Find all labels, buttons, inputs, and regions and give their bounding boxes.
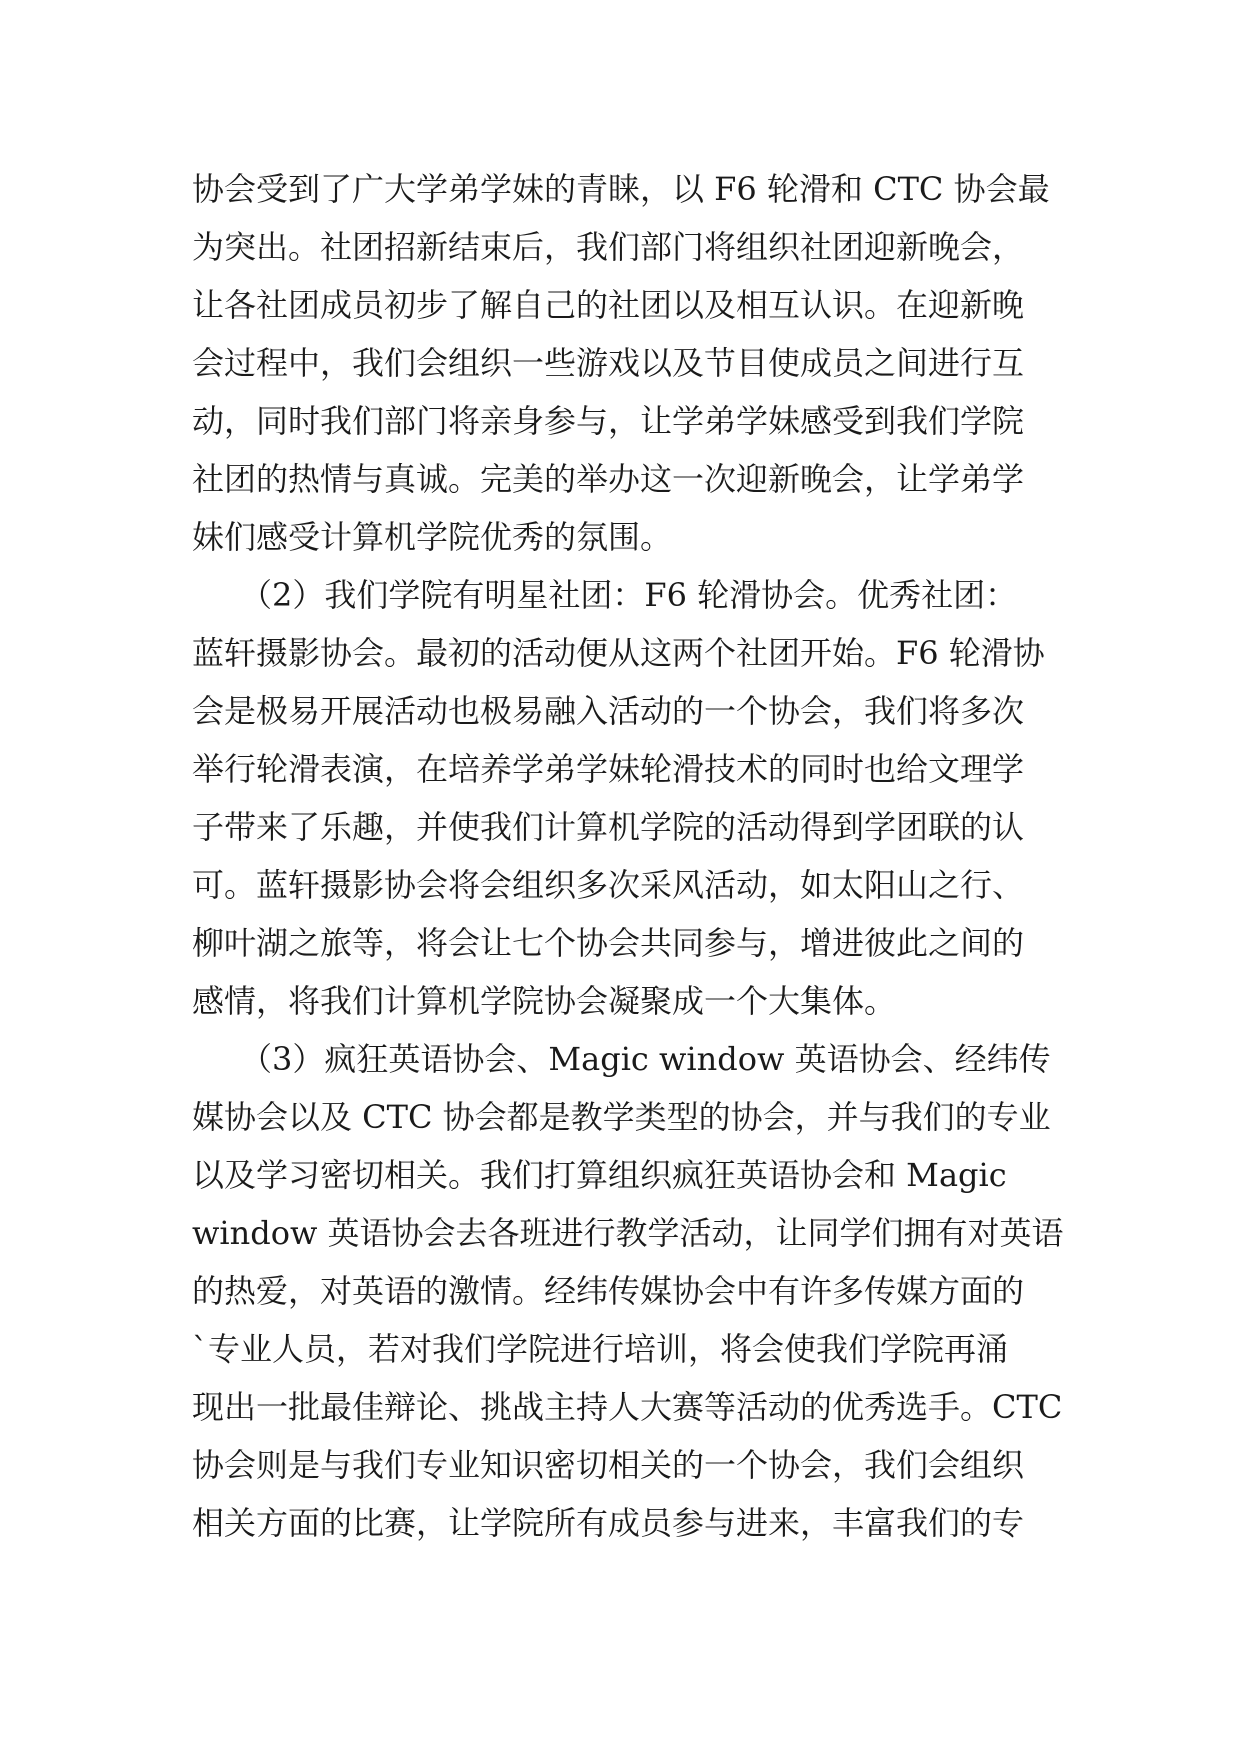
text-line-4: 会过程中，我们会组织一些游戏以及节目使成员之间进行互 (192, 344, 1025, 382)
text-line-20: 的热爱，对英语的激情。经纬传媒协会中有许多传媒方面的 (192, 1272, 1025, 1310)
text-line-18: 以及学习密切相关。我们打算组织疯狂英语协会和 Magic (192, 1156, 1007, 1194)
text-line-21: `专业人员，若对我们学院进行培训，将会使我们学院再涌 (192, 1330, 1009, 1368)
text-line-5: 动，同时我们部门将亲身参与，让学弟学妹感受到我们学院 (192, 402, 1025, 440)
text-line-15: 感情，将我们计算机学院协会凝聚成一个大集体。 (192, 982, 897, 1020)
text-line-11: 举行轮滑表演，在培养学弟学妹轮滑技术的同时也给文理学 (192, 750, 1025, 788)
text-line-22: 现出一批最佳辩论、挑战主持人大赛等活动的优秀选手。CTC (192, 1388, 1063, 1426)
text-line-24: 相关方面的比赛，让学院所有成员参与进来，丰富我们的专 (192, 1504, 1025, 1542)
text-line-2: 为突出。社团招新结束后，我们部门将组织社团迎新晚会， (192, 228, 1025, 266)
text-line-23: 协会则是与我们专业知识密切相关的一个协会，我们会组织 (192, 1446, 1025, 1484)
text-line-16: （3）疯狂英语协会、Magic window 英语协会、经纬传 (192, 1040, 1051, 1078)
text-line-19: window 英语协会去各班进行教学活动，让同学们拥有对英语 (192, 1214, 1064, 1252)
text-line-1: 协会受到了广大学弟学妹的青睐，以 F6 轮滑和 CTC 协会最 (192, 170, 1050, 208)
text-line-6: 社团的热情与真诚。完美的举办这一次迎新晚会，让学弟学 (192, 460, 1025, 498)
text-line-13: 可。蓝轩摄影协会将会组织多次采风活动，如太阳山之行、 (192, 866, 1025, 904)
text-line-9: 蓝轩摄影协会。最初的活动便从这两个社团开始。F6 轮滑协 (192, 634, 1045, 672)
text-line-8: （2）我们学院有明星社团：F6 轮滑协会。优秀社团： (192, 576, 1018, 614)
body-text (192, 160, 1072, 1552)
text-line-17: 媒协会以及 CTC 协会都是教学类型的协会，并与我们的专业 (192, 1098, 1051, 1136)
text-line-7: 妹们感受计算机学院优秀的氛围。 (192, 518, 673, 556)
text-line-14: 柳叶湖之旅等，将会让七个协会共同参与，增进彼此之间的 (192, 924, 1025, 962)
text-line-12: 子带来了乐趣，并使我们计算机学院的活动得到学团联的认 (192, 808, 1025, 846)
text-line-10: 会是极易开展活动也极易融入活动的一个协会，我们将多次 (192, 692, 1025, 730)
text-line-3: 让各社团成员初步了解自己的社团以及相互认识。在迎新晚 (192, 286, 1025, 324)
